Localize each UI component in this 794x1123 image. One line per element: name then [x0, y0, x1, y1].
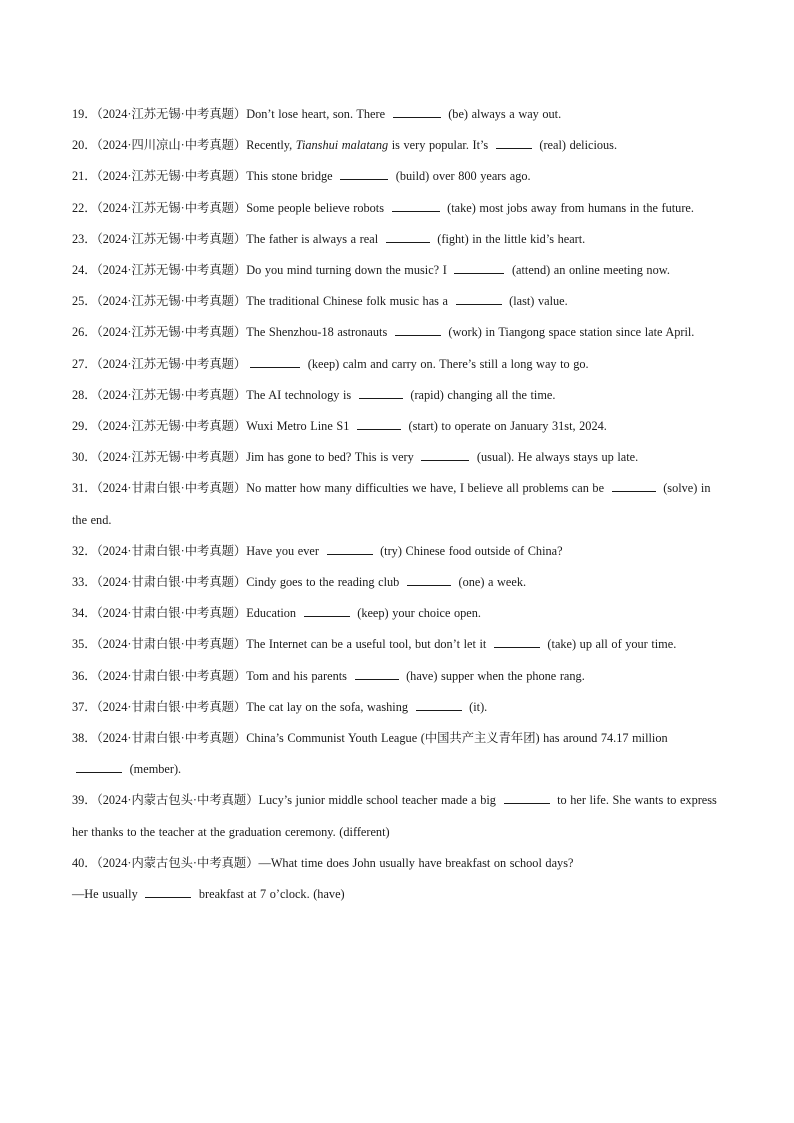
question-number: 29．: [72, 419, 97, 434]
question-source: （2024·内蒙古包头·中考真题）: [96, 855, 259, 870]
question-text-mid: is very popular. It’s: [388, 138, 492, 153]
question-source: （2024·甘肃白银·中考真题）: [96, 575, 247, 590]
question-text-after: (usual). He always stays up late.: [473, 450, 639, 465]
question-text: The cat lay on the sofa, washing: [246, 699, 412, 714]
question-text: Recently,: [246, 138, 296, 153]
question-text-after: (attend) an online meeting now.: [508, 263, 670, 278]
answer-blank[interactable]: [416, 698, 462, 711]
answer-blank[interactable]: [494, 635, 540, 648]
question-29: [72, 411, 724, 442]
answer-blank[interactable]: [145, 885, 191, 898]
question-number: 25．: [72, 294, 97, 309]
question-21: [72, 161, 724, 192]
question-text: Do you mind turning down the music? I: [246, 263, 451, 278]
answer-blank[interactable]: [250, 355, 300, 368]
question-text: The AI technology is: [246, 387, 355, 402]
question-text: Some people believe robots: [246, 200, 388, 215]
question-text: Education: [246, 606, 300, 621]
question-text: Tom and his parents: [246, 668, 351, 683]
question-24: [72, 255, 724, 286]
answer-blank[interactable]: [357, 417, 401, 430]
question-text-after: (rapid) changing all the time.: [406, 387, 556, 402]
answer-blank[interactable]: [327, 542, 373, 555]
answer-blank[interactable]: [386, 230, 430, 243]
answer-blank[interactable]: [612, 479, 656, 492]
question-number: 34．: [72, 606, 97, 621]
question-source: （2024·江苏无锡·中考真题）: [96, 263, 247, 278]
question-text: Lucy’s junior middle school teacher made a big: [258, 793, 500, 808]
question-text-after: (build) over 800 years ago.: [392, 169, 531, 184]
question-number: 23．: [72, 231, 97, 246]
question-36: [72, 661, 724, 692]
question-text-after: to her life. She wants to express her thanks to the teacher at the graduation ceremony. (different): [72, 793, 717, 839]
question-text-after: (start) to operate on January 31st, 2024.: [404, 419, 607, 434]
question-number: 40．: [72, 855, 97, 870]
question-text-after: (work) in Tiangong space station since late April.: [444, 325, 695, 340]
answer-blank[interactable]: [454, 261, 504, 274]
answer-blank[interactable]: [504, 791, 550, 804]
question-text-after: (take) most jobs away from humans in the future.: [443, 200, 694, 215]
question-number: 20．: [72, 138, 97, 153]
question-text-line2: —He usually: [72, 887, 142, 902]
question-number: 31．: [72, 481, 97, 496]
question-source: （2024·四川凉山·中考真题）: [96, 138, 247, 153]
question-text-after: breakfast at 7 o’clock. (have): [195, 887, 345, 902]
answer-blank[interactable]: [359, 386, 403, 399]
question-text: No matter how many difficulties we have, I believe all problems can be: [246, 481, 608, 496]
question-source: （2024·江苏无锡·中考真题）: [96, 169, 247, 184]
question-text-after: (take) up all of your time.: [543, 637, 677, 652]
question-text-after: (member).: [126, 762, 182, 777]
answer-blank[interactable]: [456, 292, 502, 305]
question-italic-term: Tianshui malatang: [295, 138, 389, 153]
question-source: （2024·江苏无锡·中考真题）: [96, 356, 247, 371]
question-text: Jim has gone to bed? This is very: [246, 450, 418, 465]
question-source: （2024·江苏无锡·中考真题）: [96, 231, 247, 246]
question-text-after: (real) delicious.: [535, 138, 618, 153]
question-number: 27．: [72, 356, 97, 371]
question-text: Don’t lose heart, son. There: [246, 107, 389, 121]
question-text-after: (try) Chinese food outside of China?: [376, 543, 563, 558]
question-source: （2024·甘肃白银·中考真题）: [96, 637, 247, 652]
question-35: [72, 629, 724, 660]
question-source: （2024·甘肃白银·中考真题）: [96, 606, 247, 621]
question-number: 24．: [72, 263, 97, 278]
question-19: [72, 99, 724, 130]
question-number: 32．: [72, 543, 97, 558]
exercise-list: [72, 99, 724, 910]
question-34: [72, 598, 724, 629]
question-30: [72, 442, 724, 473]
answer-blank[interactable]: [355, 667, 399, 680]
question-text-after: (solve) in the end.: [72, 481, 711, 527]
question-number: 39．: [72, 793, 97, 808]
question-number: 19．: [72, 107, 97, 121]
question-source: （2024·甘肃白银·中考真题）: [96, 668, 247, 683]
question-source: （2024·江苏无锡·中考真题）: [96, 200, 247, 215]
question-33: [72, 567, 724, 598]
question-source: （2024·江苏无锡·中考真题）: [96, 294, 247, 309]
question-text-after: (keep) your choice open.: [353, 606, 481, 621]
question-source: （2024·甘肃白银·中考真题）: [96, 481, 247, 496]
answer-blank[interactable]: [421, 448, 469, 461]
question-text: —What time does John usually have breakfast on school days?: [258, 855, 574, 870]
question-text-after: (one) a week.: [454, 575, 527, 590]
answer-blank[interactable]: [392, 199, 440, 212]
question-text-after: (it).: [465, 699, 488, 714]
question-20: [72, 130, 724, 161]
question-23: [72, 224, 724, 255]
question-text-after: (fight) in the little kid’s heart.: [433, 231, 586, 246]
question-text: The traditional Chinese folk music has a: [246, 294, 452, 309]
question-number: 36．: [72, 668, 97, 683]
question-28: [72, 380, 724, 411]
question-text-after: (have) supper when the phone rang.: [402, 668, 585, 683]
answer-blank[interactable]: [395, 323, 441, 336]
question-text: China’s Communist Youth League (中国共产主义青年团) has around 74.17 million: [246, 731, 668, 746]
question-27: [72, 349, 724, 380]
question-text: The Shenzhou-18 astronauts: [246, 325, 391, 340]
answer-blank[interactable]: [496, 136, 532, 149]
question-number: 30．: [72, 450, 97, 465]
question-text-after: (last) value.: [505, 294, 568, 309]
answer-blank[interactable]: [393, 105, 441, 118]
question-number: 38．: [72, 731, 97, 746]
answer-blank[interactable]: [304, 604, 350, 617]
question-25: [72, 286, 724, 317]
question-38: [72, 723, 724, 785]
question-source: （2024·江苏无锡·中考真题）: [96, 325, 247, 340]
question-40: [72, 848, 724, 910]
question-text: The Internet can be a useful tool, but don’t let it: [246, 637, 490, 652]
question-22: [72, 193, 724, 224]
question-text-after: (be) always a way out.: [444, 107, 562, 121]
question-text: Cindy goes to the reading club: [246, 575, 403, 590]
question-26: [72, 317, 724, 348]
question-source: （2024·江苏无锡·中考真题）: [96, 387, 247, 402]
question-number: 35．: [72, 637, 97, 652]
question-source: （2024·甘肃白银·中考真题）: [96, 699, 247, 714]
question-text: This stone bridge: [246, 169, 337, 184]
answer-blank[interactable]: [76, 760, 122, 773]
question-number: 37．: [72, 699, 97, 714]
question-31: [72, 473, 724, 535]
question-source: （2024·内蒙古包头·中考真题）: [96, 793, 259, 808]
question-text: The father is always a real: [246, 231, 382, 246]
question-32: [72, 536, 724, 567]
question-text: Wuxi Metro Line S1: [246, 419, 353, 434]
question-source: （2024·江苏无锡·中考真题）: [96, 419, 247, 434]
question-number: 33．: [72, 575, 97, 590]
question-37: [72, 692, 724, 723]
question-39: [72, 785, 724, 847]
answer-blank[interactable]: [340, 167, 388, 180]
answer-blank[interactable]: [407, 573, 451, 586]
question-source: （2024·甘肃白银·中考真题）: [96, 543, 247, 558]
question-source: （2024·江苏无锡·中考真题）: [96, 450, 247, 465]
question-number: 26．: [72, 325, 97, 340]
question-number: 21．: [72, 169, 97, 184]
question-text-after: (keep) calm and carry on. There’s still a long way to go.: [304, 356, 589, 371]
question-source: （2024·甘肃白银·中考真题）: [96, 731, 247, 746]
question-number: 28．: [72, 387, 97, 402]
question-text: Have you ever: [246, 543, 323, 558]
question-number: 22．: [72, 200, 97, 215]
question-source: （2024·江苏无锡·中考真题）: [96, 107, 247, 121]
